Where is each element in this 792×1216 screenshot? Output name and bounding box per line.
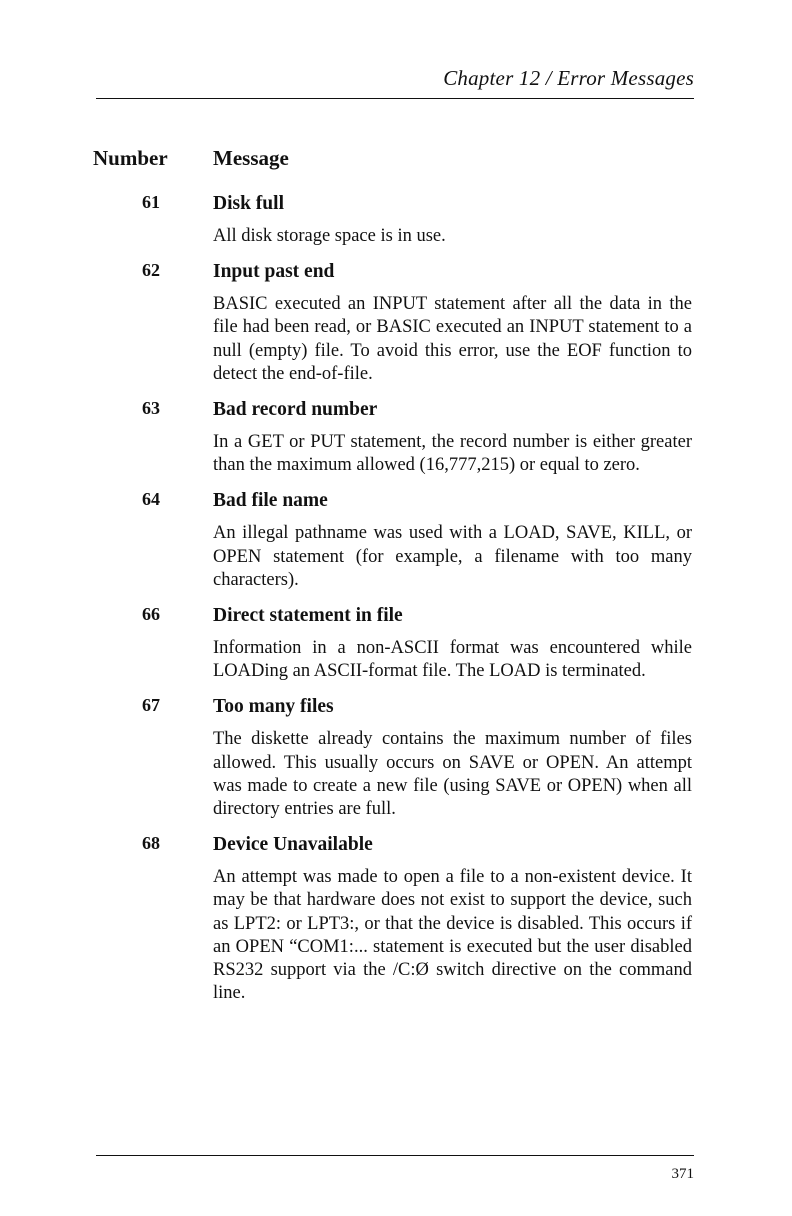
error-title: Too many files <box>213 696 334 718</box>
error-description: The diskette already contains the maximum number of files allowed. This usually occurs on SAVE or OPEN. An attempt was made to create a new file (using SAVE or OPEN) when all directory entries are full. <box>213 729 692 820</box>
error-entry <box>0 831 792 1005</box>
error-description: In a GET or PUT statement, the record number is either greater than the maximum allowed (16,777,215) or equal to zero. <box>213 432 692 476</box>
error-title: Bad file name <box>213 490 328 512</box>
error-entry <box>0 258 792 386</box>
error-entry <box>0 487 792 592</box>
error-description: BASIC executed an INPUT statement after all the data in the file had been read, or BASIC executed an INPUT statement to a null (empty) file. To avoid this error, use the EOF function to detect the end-of-file. <box>213 294 692 384</box>
error-number: 61 <box>142 192 160 212</box>
error-title: Bad record number <box>213 399 378 421</box>
error-number: 63 <box>142 398 160 419</box>
error-description: Information in a non-ASCII format was encountered while LOADing an ASCII-format file. The LOAD is terminated. <box>213 638 692 682</box>
error-description: An attempt was made to open a file to a non-existent device. It may be that hardware does not exist to support the device, such as LPT2: or LPT3:, or that the device is disabled. This occurs if an OPEN “COM1:... statement is executed but the user disabled RS232 support via the /C:Ø switch directive on the command line. <box>213 867 692 1004</box>
footer-rule <box>96 1155 694 1156</box>
error-title: Direct statement in file <box>213 605 403 627</box>
header-rule <box>96 98 694 99</box>
error-number: 64 <box>142 489 160 510</box>
message-column-header: Message <box>213 146 289 170</box>
error-number: 62 <box>142 260 160 281</box>
error-number: 68 <box>142 833 160 854</box>
error-description: An illegal pathname was used with a LOAD, SAVE, KILL, or OPEN statement (for example, a filename with too many characters). <box>213 523 692 590</box>
error-entry <box>0 190 792 248</box>
error-number: 67 <box>142 695 160 716</box>
number-column-header: Number <box>93 146 168 170</box>
error-number: 66 <box>142 604 160 625</box>
error-entry <box>0 693 792 821</box>
error-title: Device Unavailable <box>213 834 373 856</box>
error-title: Input past end <box>213 261 335 283</box>
error-entry <box>0 602 792 683</box>
error-message-list <box>0 190 792 1015</box>
error-description: All disk storage space is in use. <box>213 226 446 246</box>
error-title: Disk full <box>213 193 284 214</box>
column-headers <box>0 146 792 176</box>
page-number: 371 <box>671 1166 694 1182</box>
error-entry <box>0 396 792 477</box>
running-head: Chapter 12 / Error Messages <box>443 66 694 90</box>
